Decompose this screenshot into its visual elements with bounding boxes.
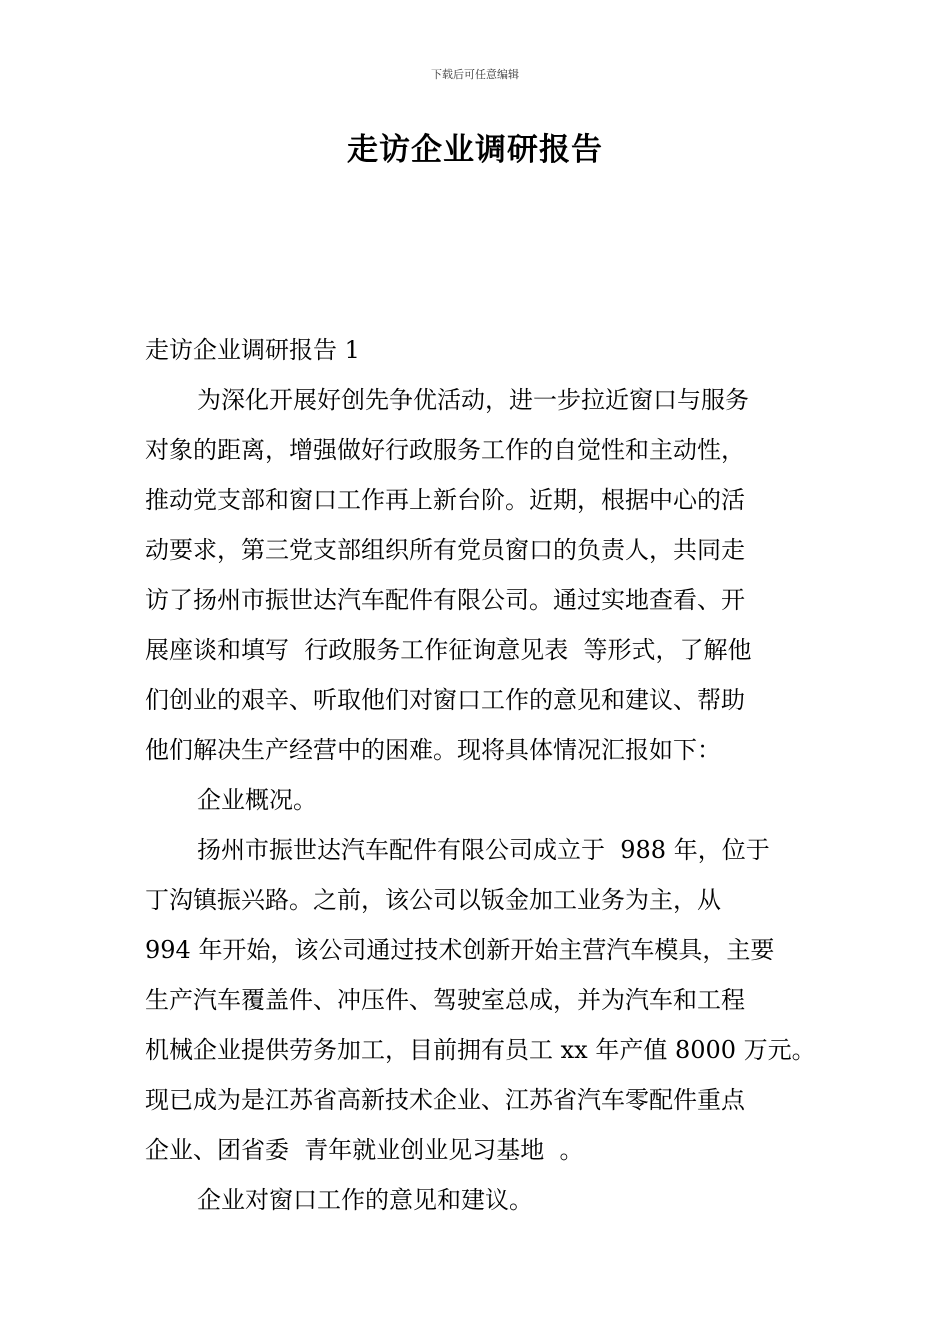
paragraph-line: 机械企业提供劳务加工，目前拥有员工 xx 年产值 8000 万元。 xyxy=(145,1036,816,1064)
paragraph-line: 展座谈和填写 行政服务工作征询意见表 等形式，了解他 xyxy=(145,636,752,664)
subheading-opinions: 企业对窗口工作的意见和建议。 xyxy=(197,1186,533,1214)
paragraph-line: 现已成为是江苏省高新技术企业、江苏省汽车零配件重点 xyxy=(145,1086,745,1114)
paragraph-line: 994 年开始，该公司通过技术创新开始主营汽车模具，主要 xyxy=(145,936,775,964)
download-note: 下载后可任意编辑 xyxy=(431,68,519,81)
document-body xyxy=(145,325,835,1225)
paragraph-line: 丁沟镇振兴路。之前，该公司以钣金加工业务为主，从 xyxy=(145,886,721,914)
paragraph-line: 生产汽车覆盖件、冲压件、驾驶室总成，并为汽车和工程 xyxy=(145,986,745,1014)
paragraph-line: 扬州市振世达汽车配件有限公司成立于 988 年，位于 xyxy=(197,836,770,864)
paragraph-line: 访了扬州市振世达汽车配件有限公司。通过实地查看、开 xyxy=(145,586,745,614)
paragraph-line: 对象的距离，增强做好行政服务工作的自觉性和主动性， xyxy=(145,436,745,464)
paragraph-line: 企业、团省委 青年就业创业见习基地 。 xyxy=(145,1136,584,1164)
paragraph-line: 们创业的艰辛、听取他们对窗口工作的意见和建议、帮助 xyxy=(145,686,745,714)
paragraph-line: 动要求，第三党支部组织所有党员窗口的负责人，共同走 xyxy=(145,536,745,564)
section-heading: 走访企业调研报告 1 xyxy=(145,336,360,364)
paragraph-line: 他们解决生产经营中的困难。现将具体情况汇报如下： xyxy=(145,736,721,764)
subheading-enterprise-overview: 企业概况。 xyxy=(197,786,317,814)
paragraph-line: 为深化开展好创先争优活动，进一步拉近窗口与服务 xyxy=(197,386,749,414)
paragraph-line: 推动党支部和窗口工作再上新台阶。近期，根据中心的活 xyxy=(145,486,745,514)
document-title: 走访企业调研报告 xyxy=(347,132,603,168)
